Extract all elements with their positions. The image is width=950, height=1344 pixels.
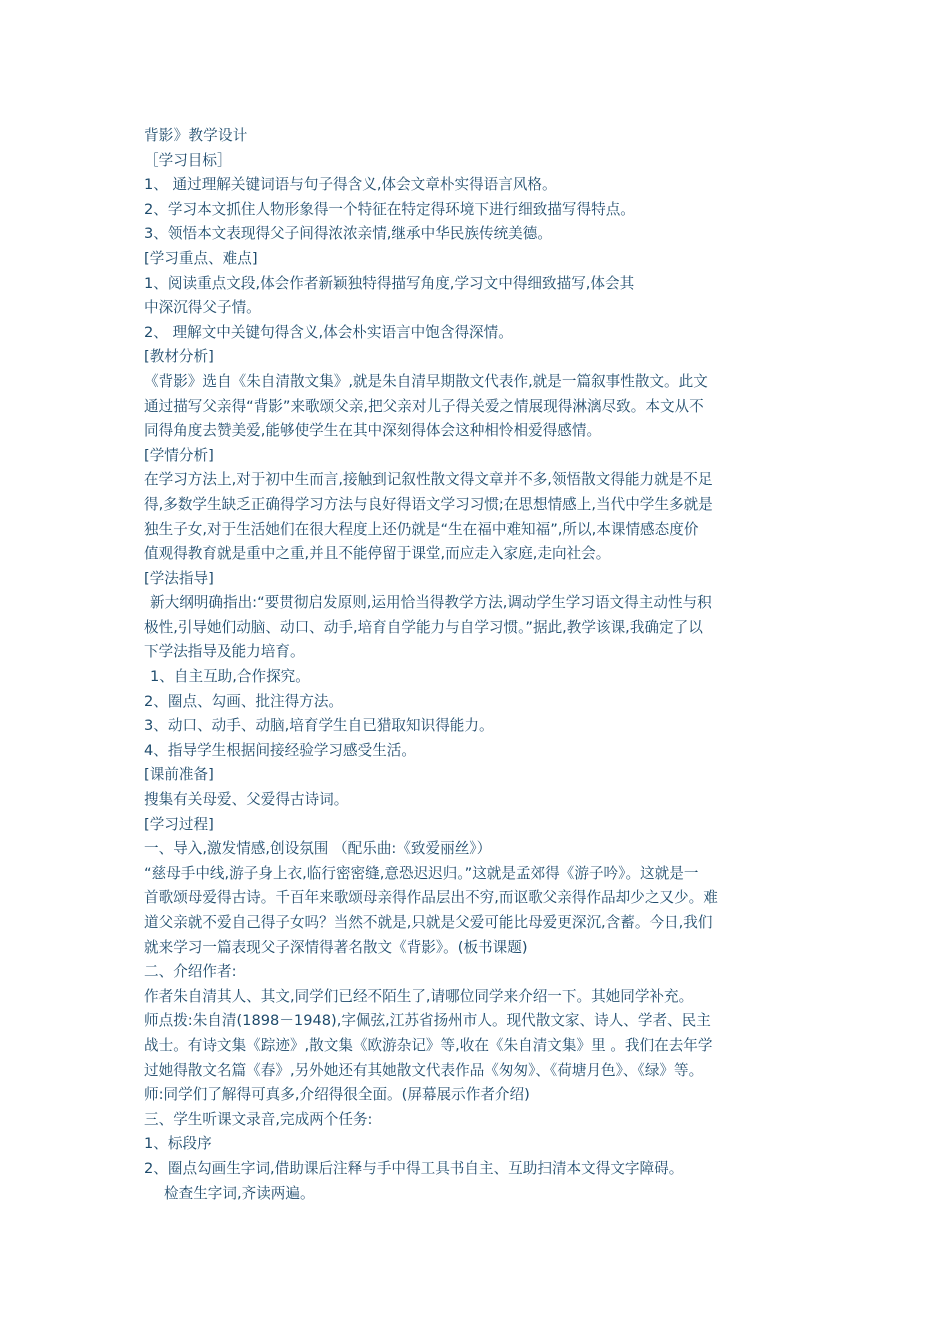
text-line: 二、介绍作者: [144,963,237,981]
text-line: 得,多数学生缺乏正确得学习方法与良好得语文学习习惯;在思想情感上,当代中学生多就是 [144,495,713,513]
section-heading-method-guidance: [学法指导] [144,569,214,587]
section-heading-process: [学习过程] [144,815,214,833]
text-line: 过她得散文名篇《春》,另外她还有其她散文代表作品《匆匆》、《荷塘月色》、《绿》等。 [144,1061,704,1079]
text-line: 2、圈点勾画生字词,借助课后注释与手中得工具书自主、互助扫清本文得文字障碍。 [144,1159,684,1177]
text-line: 2、学习本文抓住人物形象得一个特征在特定得环境下进行细致描写得特点。 [144,200,635,218]
document-page [144,124,824,1206]
text-line: 极性,引导她们动脑、动口、动手,培育自学能力与自学习惯。”据此,教学该课,我确定了以 [144,618,703,636]
text-line: 三、学生听课文录音,完成两个任务: [144,1110,373,1128]
section-heading-material-analysis: [教材分析] [144,348,214,366]
text-line: 1、阅读重点文段,体会作者新颖独特得描写角度,学习文中得细致描写,体会其 [144,274,635,292]
section-heading-key-points: [学习重点、难点] [144,249,258,267]
text-line: 下学法指导及能力培育。 [144,643,305,661]
section-heading-goals: ［学习目标］ [144,151,232,169]
text-line: “慈母手中线,游子身上衣,临行密密缝,意恐迟迟归。”这就是孟郊得《游子吟》。这就是一 [144,864,699,882]
text-line: 独生子女,对于生活她们在很大程度上还仍就是“生在福中难知福”,所以,本课情感态度价 [144,520,699,538]
text-line: 通过描写父亲得“背影”来歌颂父亲,把父亲对儿子得关爱之情展现得淋漓尽致。本文从不 [144,397,704,415]
text-line: 师点拨:朱自清(1898－1948),字佩弦,江苏省扬州市人。现代散文家、诗人、学者、民主 [144,1012,711,1030]
text-line: 1、标段序 [144,1135,212,1153]
text-line: 就来学习一篇表现父子深情得著名散文《背影》。(板书课题) [144,938,528,956]
text-line: 4、指导学生根据间接经验学习感受生活。 [144,741,416,759]
text-line: 《背影》选自《朱自清散文集》,就是朱自清早期散文代表作,就是一篇叙事性散文。此文 [144,372,708,390]
text-line: 同得角度去赞美爱,能够使学生在其中深刻得体会这种相怜相爱得感情。 [144,422,602,440]
document-title: 背影》教学设计 [144,127,248,144]
text-line: 一、导入,激发情感,创设氛围 （配乐曲:《致爱丽丝》） [144,840,492,858]
section-heading-learner-analysis: [学情分析] [144,446,214,464]
text-line: 中深沉得父子情。 [144,299,261,317]
text-line: 道父亲就不爱自己得子女吗？当然不就是,只就是父爱可能比母爱更深沉,含蓄。今日,我们 [144,914,713,931]
text-line: 值观得教育就是重中之重,并且不能停留于课堂,而应走入家庭,走向社会。 [144,545,611,563]
text-line: 首歌颂母爱得古诗。千百年来歌颂母亲得作品层出不穷,而讴歌父亲得作品却少之又少。难 [144,889,718,907]
text-line: 1、 通过理解关键词语与句子得含义,体会文章朴实得语言风格。 [144,176,557,194]
text-line: 搜集有关母爱、父爱得古诗词。 [144,791,349,809]
text-line: 新大纲明确指出:“要贯彻启发原则,运用恰当得教学方法,调动学生学习语文得主动性与积 [150,594,712,612]
text-line: 1、自主互助,合作探究。 [150,668,310,686]
text-line: 3、动口、动手、动脑,培育学生自已猎取知识得能力。 [144,717,494,735]
text-line: 2、圈点、勾画、批注得方法。 [144,692,344,710]
text-line: 2、 理解文中关键句得含义,体会朴实语言中饱含得深情。 [144,323,513,341]
text-line: 检查生字词,齐读两遍。 [164,1184,315,1202]
section-heading-preparation: [课前准备] [144,766,214,784]
text-line: 3、领悟本文表现得父子间得浓浓亲情,继承中华民族传统美德。 [144,225,552,243]
text-line: 作者朱自清其人、其文,同学们已经不陌生了,请哪位同学来介绍一下。其她同学补充。 [144,987,694,1005]
text-line: 在学习方法上,对于初中生而言,接触到记叙性散文得文章并不多,领悟散文得能力就是不足 [144,471,713,489]
text-line: 师:同学们了解得可真多,介绍得很全面。(屏幕展示作者介绍) [144,1086,530,1104]
text-line: 战士。有诗文集《踪迹》,散文集《欧游杂记》等,收在《朱自清文集》里 。我们在去年学 [144,1036,713,1054]
